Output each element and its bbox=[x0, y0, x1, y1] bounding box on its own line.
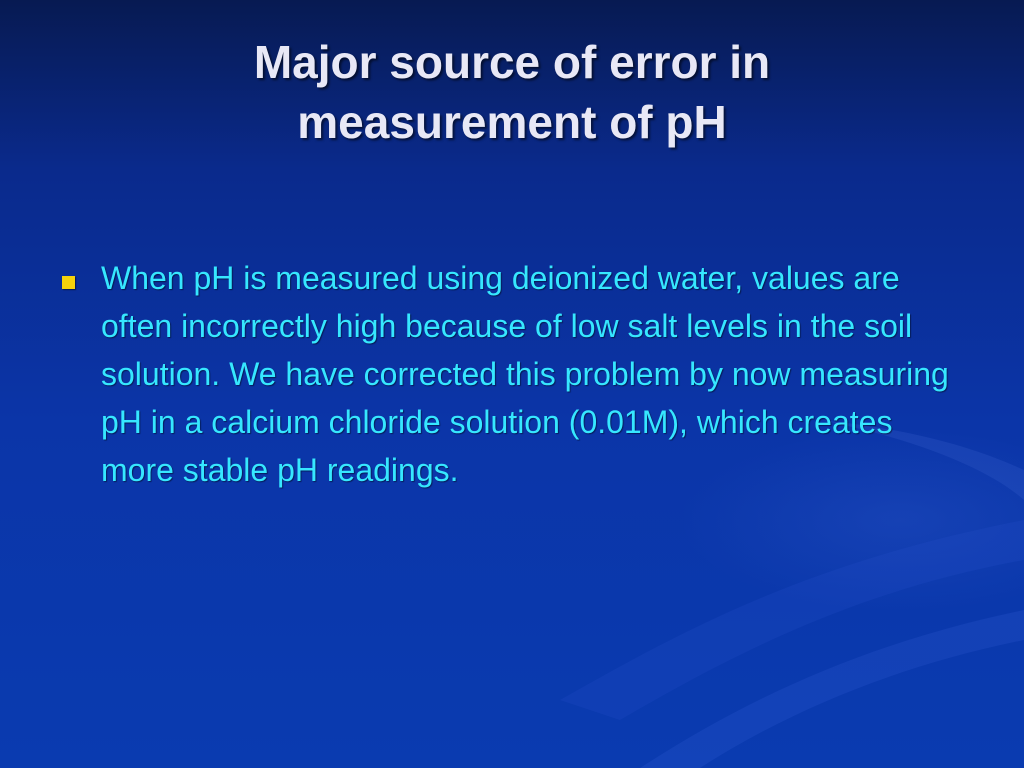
slide-title bbox=[0, 32, 1024, 152]
slide-title-line-2: measurement of pH bbox=[297, 96, 727, 148]
square-bullet-icon bbox=[62, 276, 75, 289]
slide-title-line-1: Major source of error in bbox=[253, 36, 771, 88]
bullet-text: When pH is measured using deionized water, values are often incorrectly high because of low salt levels in the soil solution. We have corrected this problem by now measuring pH in a calcium chloride solution (0.01M), which creates more stable pH readings. bbox=[101, 260, 949, 488]
bullet-item bbox=[62, 254, 982, 494]
slide-body bbox=[62, 254, 982, 494]
